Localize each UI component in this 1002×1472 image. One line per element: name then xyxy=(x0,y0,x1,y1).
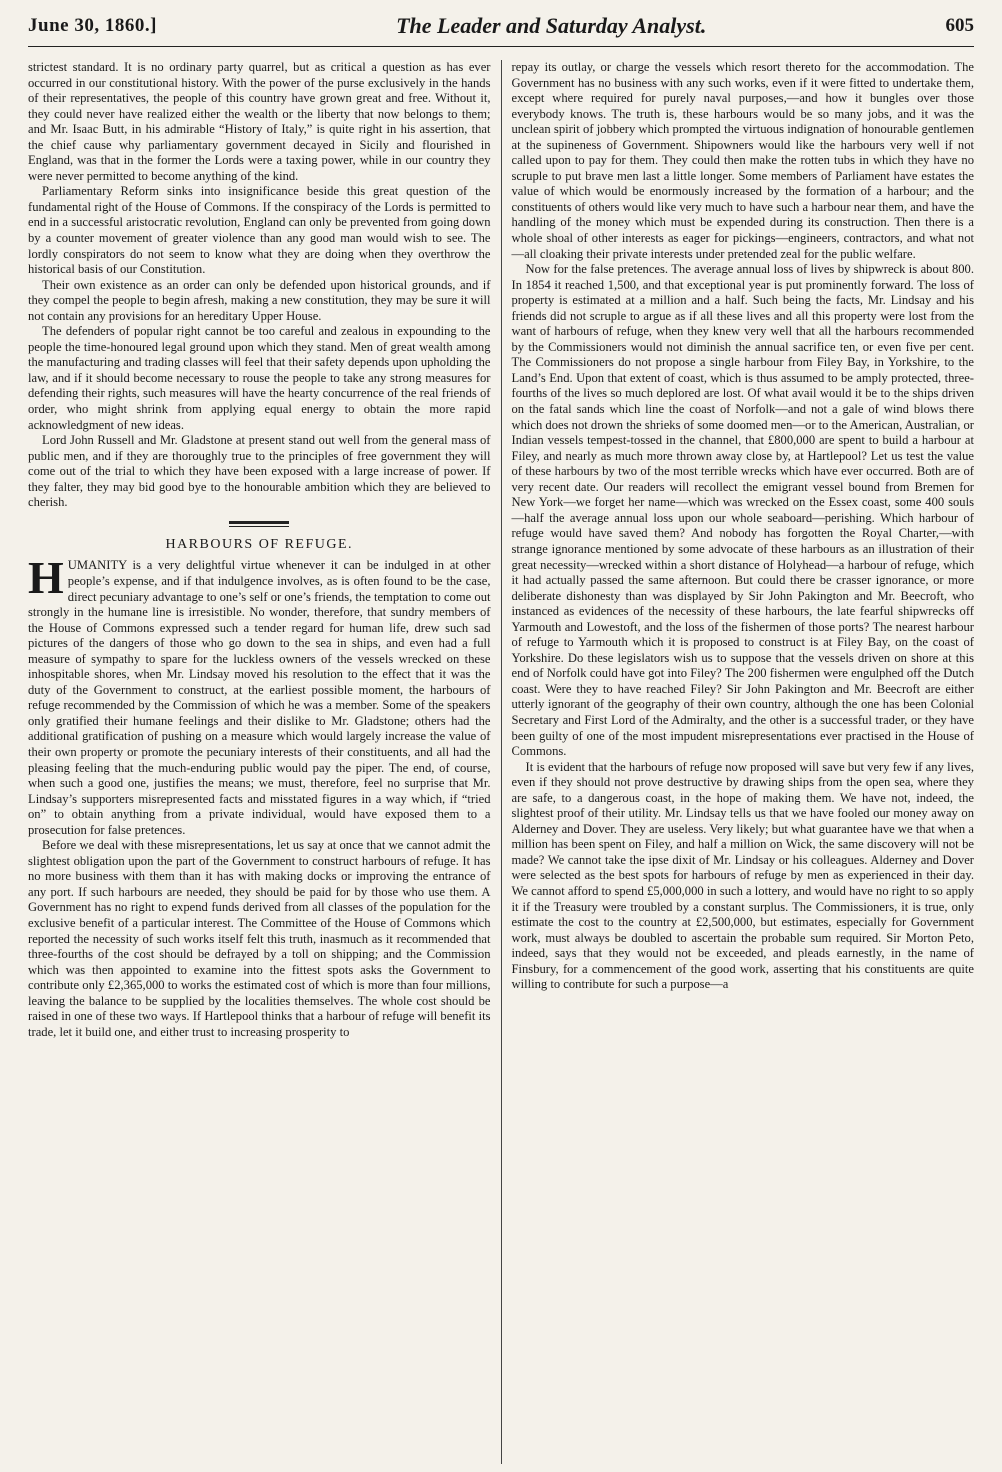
paragraph: strictest standard. It is no ordinary party quarrel, but as critical a question as has ever occurred in our constitutional history. With the power of the purse exclusively in the hands of their representatives, the people of this country have grown great and free. Without it, they could never have realized either the wealth or the liberty that now belongs to them; and Mr. Isaac Butt, in his admirable “History of Italy,” is quite right in his assertion, that the chief cause why parliamentary government decayed in Sicily and flourished in England, was that in the former the Lords were a taxing power, while in our country they were never permitted to become anything of the kind. xyxy=(28,60,491,183)
drop-cap: H xyxy=(28,552,64,604)
paragraph: Parliamentary Reform sinks into insignificance beside this great question of the fundamental right of the House of Commons. If the conspiracy of the Lords is permitted to end in a successful aristocratic revolution, England can only be prevented from going down by a counter movement of greater violence than any good man would wish to see. The lordly conspirators do not seem to know what they are doing when they overthrow the historical basis of our Constitution. xyxy=(28,184,491,277)
paragraph: repay its outlay, or charge the vessels which resort thereto for the accommodation. The Government has no business with any such works, even if it were fitted to undertake them, except where required for purely naval purposes,—and how it bungles over those everybody knows. The truth is, these harbours would be so many jobs, and it was the unclean spirit of jobbery which prompted the virtuous indignation of honourable gentlemen at the supineness of Government. Shipowners would like the harbours very well if not called upon to pay for them. They could then make the rotten tubs in which they have no scruple to put brave men last a little longer. Some members of Parliament have estates the value of which would be enormously increased by the formation of a harbour; and the constituents of others would like very much to have such a harbour near them, and have the handling of the money which must be expended during its construction. Then there is a whole shoal of other interests as eager for pickings—engineers, contractors, and what not—all cloaking their private interests under pretended zeal for the public welfare. xyxy=(511,60,974,261)
page-number: 605 xyxy=(945,15,974,36)
paragraph: Their own existence as an order can only be defended upon historical grounds, and if they compel the people to begin afresh, making a new constitution, they may be sure it will not contain any provisions for an hereditary Upper House. xyxy=(28,277,491,323)
publication-title: The Leader and Saturday Analyst. xyxy=(396,13,707,38)
page-header xyxy=(28,6,974,47)
paragraph: Now for the false pretences. The average annual loss of lives by shipwreck is about 800. In 1854 it reached 1,500, and that exceptional year is put prominently forward. The loss of property is estimated at a million and a half. Such being the facts, Mr. Lindsay and his friends did not scruple to argue as if all these lives and all this property were lost from the want of harbours of refuge, when they knew very well that all the harbours recommended by the Commissioners would not diminish the annual sacrifice ten, or even five per cent. The Commissioners do not propose a single harbour from Filey Bay, in Yorkshire, to the Land’s End. Upon that extent of coast, which is thus assumed to be amply protected, three-fourths of the lives so much deplored are lost. Of what avail would it be to the ships driven on the fatal sands which line the coast of Norfolk—and not a gale of wind blows there which does not drown the shrieks of some doomed men—or to the American, Australian, or Indian vessels tempest-tossed in the channel, that £800,000 are spent to build a harbour at Filey, and nearly as much more thrown away close by, at Hartlepool? Let us test the value of these harbours by two of the most terrible wrecks which have ever occurred. Both are of very recent date. Our readers will recollect the emigrant vessel bound from Bremen for New York—we forget her name—which was wrecked on the Essex coast, some 400 souls—half the average annual loss upon our whole seaboard—perishing. Which harbour of refuge would have saved them? And nobody has forgotten the Royal Charter,—with strange ignorance mentioned by some advocate of these harbours as an illustration of their great necessity—wrecked within a short distance of Holyhead—a harbour of refuge, which it had actually passed the same afternoon. But could there be crasser ignorance, or more deliberate dishonesty than was displayed by Sir John Pakington and Mr. Beecroft, who instanced as evidences of the necessity of these harbours, the late fearful shipwrecks off Yarmouth and Lowestoft, and the loss of the fishermen of those ports? The nearest harbour of refuge to Yarmouth which it is proposed to construct is at Filey Bay, on the coast of Yorkshire. Do these legislators wish us to suppose that the vessels driven on shore at this end of Norfolk could have got into Filey? The 200 fishermen were engulphed off the Dutch coast. Were they to have reached Filey? Sir John Pakington and Mr. Beecroft are either utterly ignorant of the geography of their own country, although the one has been Colonial Secretary and First Lord of the Admiralty, and the other is a successful trader, or they have been guilty of one of the most impudent misrepresentations ever practised in the House of Commons. xyxy=(511,262,974,759)
right-column xyxy=(502,60,975,1464)
paragraph-text: UMANITY is a very delightful virtue whenever it can be indulged in at other people’s expense, and if that indulgence involves, as is often found to be the case, direct pecuniary advantage to one’s self or one’s friends, the temptation to come out strongly in the humane line is irresistible. No wonder, therefore, that sundry members of the House of Commons expressed such a tender regard for human life, drew such sad pictures of the dangers of those who go down to the sea in ships, and even had a full measure of sympathy to spare for the luckless owners of the vessels wrecked on these inhospitable shores, when Mr. Lindsay moved his resolution to the effect that it was the duty of the Government to construct, at the earliest possible moment, the harbours of refuge recommended by the Commission of which he was a member. Some of the speakers only gratified their humane feelings and their dislike to Mr. Gladstone; others had the additional gratification of pushing on a measure which would largely increase the value of their own property or promote the pecuniary interests of their constituents, and all had the pleasing feeling that the much-enduring public would pay the piper. The end, of course, when such a good one, justifies the means; we must, therefore, feel no surprise that Mr. Lindsay’s supporters misrepresented facts and misstated figures in a way which, if “tried on” to obtain anything from a private individual, would have exposed them to a prosecution for false pretences. xyxy=(28,558,491,837)
paragraph xyxy=(28,552,491,838)
section-divider xyxy=(229,521,289,527)
left-column xyxy=(28,60,502,1464)
section-title: HARBOURS OF REFUGE. xyxy=(165,536,354,552)
paragraph: The defenders of popular right cannot be too careful and zealous in expounding to the people the time-honoured legal ground upon which they stand. Men of great wealth among the manufacturing and trading classes will feel that their safety depends upon upholding the law, and if it should become necessary to rouse the people to take any strong measures for defending their rights, such measures will have the hearty concurrence of the real friends of order, who might shrink from applying equal energy to obtain the more rapid acknowledgment of new ideas. xyxy=(28,324,491,432)
article-columns xyxy=(28,60,974,1464)
paragraph: Lord John Russell and Mr. Gladstone at present stand out well from the general mass of public men, and if they are thoroughly true to the principles of free government they will come out of the trial to which they have been exposed with a large increase of power. If they falter, they may bid good bye to the honourable ambition which they are believed to cherish. xyxy=(28,433,491,510)
paragraph: Before we deal with these misrepresentations, let us say at once that we cannot admit the slightest obligation upon the part of the Government to construct harbours of refuge. It has no more business with them than it has with making docks or improving the entrance of any port. If such harbours are needed, they should be paid for by those who use them. A Government has no right to expend funds derived from all classes of the population for the exclusive benefit of a particular interest. The Committee of the House of Commons which reported the necessity of such works itself felt this truth, inasmuch as it recommended that three-fourths of the cost should be defrayed by a toll on shipping; and the Commission which was then appointed to examine into the fittest spots asks the Government to contribute only £2,365,000 to works the estimated cost of which is more than four millions, leaving the balance to be supplied by the localities themselves. The whole cost should be raised in one of these two ways. If Hartlepool thinks that a harbour of refuge will benefit its trade, let it build one, and either trust to increasing prosperity to xyxy=(28,838,491,1039)
paragraph: It is evident that the harbours of refuge now proposed will save but very few if any lives, even if they should not prove destructive by drawing ships from the open sea, where they are safe, to a dangerous coast, in the hope of making them. We have not, indeed, the slightest proof of their utility. Mr. Lindsay tells us that we have fooled our money away on Alderney and Dover. They are useless. Very likely; but what guarantee have we that when a million has been spent on Filey, and half a million on Wick, the same discovery will not be made? We cannot take the ipse dixit of Mr. Lindsay or his colleagues. Alderney and Dover were selected as the best spots for harbours of refuge by men as experienced in their day. We cannot afford to spend £5,000,000 in such a lottery, and would have no right to so apply it if the Treasury were troubled by a constant surplus. The Commissioners, it is true, only estimate the cost to the country at £2,500,000, but estimates, especially for Government work, must always be doubled to ascertain the probable sum required. Sir Morton Peto, indeed, says that they would not be exceeded, and pleads earnestly, in the name of Finsbury, for a commencement of the good work, asserting that his constituents are quite willing to contribute for such a purpose—a xyxy=(511,759,974,992)
issue-date: June 30, 1860.] xyxy=(28,15,157,36)
